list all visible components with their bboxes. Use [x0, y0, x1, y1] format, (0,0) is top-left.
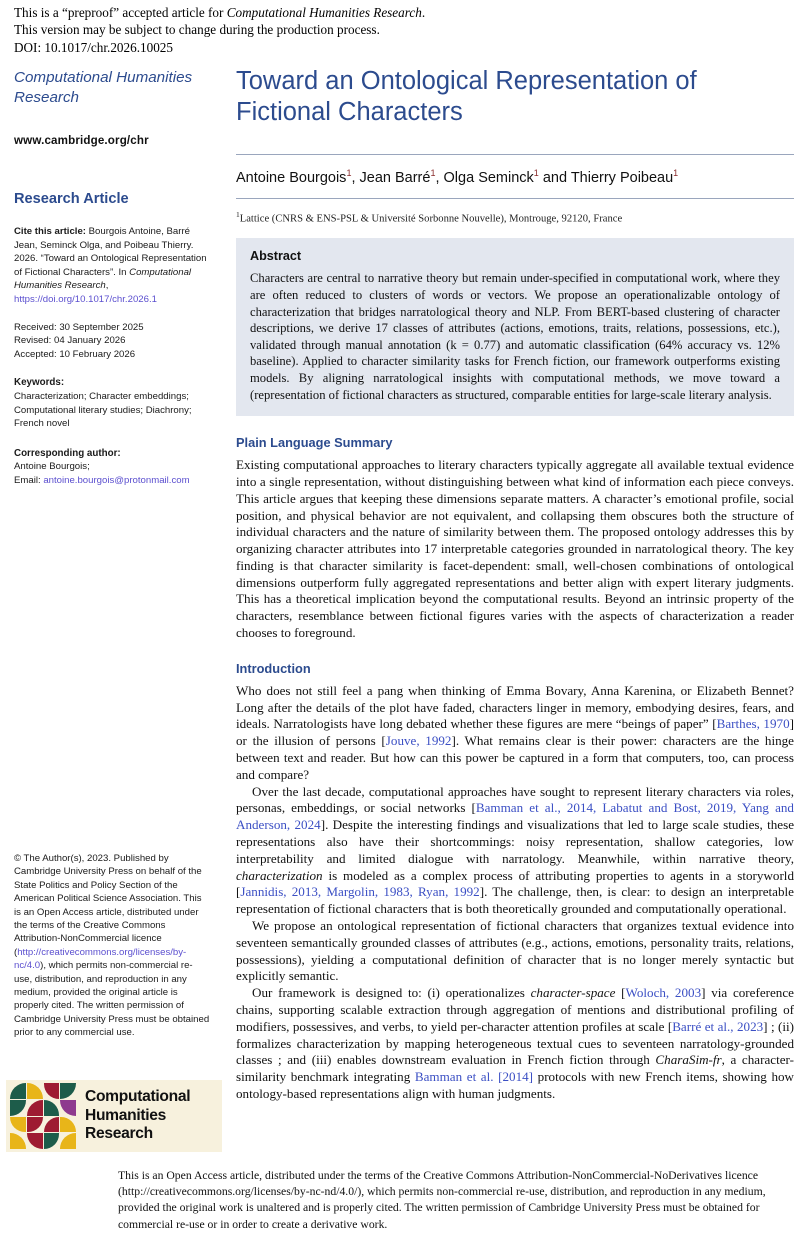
page-title: Toward an Ontological Representation of Fictional Characters	[236, 67, 697, 126]
corresponding-author-email[interactable]: antoine.bourgois@protonmail.com	[43, 474, 190, 486]
plain-language-heading: Plain Language Summary	[236, 435, 393, 451]
logo-pattern-cell	[10, 1133, 26, 1149]
corresponding-author-name: Antoine Bourgois;	[14, 461, 90, 473]
citation-bamman-2014[interactable]: Bamman et al. [2014]	[414, 1069, 534, 1085]
logo-pattern-cell	[27, 1133, 43, 1149]
cite-comma: ,	[105, 280, 109, 292]
intro-p4-text-a: Our framework is designed to: (i) operationalizes	[252, 985, 531, 1001]
main-column	[236, 66, 794, 1103]
abstract-heading: Abstract	[250, 249, 302, 264]
introduction-paragraph-4	[236, 985, 794, 1103]
cite-text: Bourgois Antoine, Barré Jean, Seminck Olga, and Poibeau Thierry. 2026. “Toward an Ontological Representation of Fictional Characters”. In	[14, 226, 207, 278]
intro-p2-text-b: ]. Despite the interesting findings and visualizations that led to large scale studies, these representations also have their shortcommings: noisy representation, shallow categories, low interpretability and limited dialogue with narratology. Meanwhile, within narrative theory,	[236, 817, 794, 866]
abstract-body: Characters are central to narrative theory but remain under-specified in computational work, where they are often reduced to clusters of words or vectors. We propose an operationalizable ontology of characterization that bridges narratological theory and NLP. From BERT-based clustering of character descriptions, we derive 17 classes of attributes (actions, emotions, traits, relations, possessions, etc.), validated through manual annotation (k = 0.77) and automatic classification (64% accuracy vs. 12% baseline). Applied to character similarity tasks for French fiction, our framework outperforms existing models. By aligning narratological insights with computational methods, we move toward a (representation of fictional characters as structured, comparable entities for large-scale literary analysis.	[250, 271, 780, 402]
author-name: Thierry Poibeau	[570, 169, 674, 186]
cite-container-title: Computational Humanities Research	[14, 266, 192, 292]
introduction-paragraph-2	[236, 784, 794, 918]
intro-p4-emphasis-1: character-space	[530, 985, 616, 1001]
author-name: Jean Barré	[359, 169, 431, 186]
citation-jouve-1992[interactable]: Jouve, 1992	[385, 733, 452, 749]
author-list	[236, 155, 794, 198]
affiliation	[236, 199, 794, 227]
keywords-heading: Keywords:	[14, 377, 65, 389]
logo-pattern-cell	[60, 1117, 76, 1133]
plain-language-body: Existing computational approaches to literary characters typically aggregate all available textual evidence into a single representation, without distinguishing between what kind of information each piece conveys. This article argues that keeping these dimensions separate matters. A character’s emotional profile, social position, and physical behavior are not equivalent, and collapsing them obscures both the structure of individual characters and the nature of similarity between them. The proposed ontology addresses this by organizing character attributes into 17 interpretable categories grounded in narratological theory. The key finding is that character similarity is facet-dependent: small, well-chosen combinations of ontological dimensions outperform fully aggregated representations and better align with expert literary judgments. This has a theoretical implication beyond the computational results. Beyond an intrinsic property of the characters, resemblance between fictional figures varies with the aspects of characterization a reader chooses to foreground.	[236, 457, 794, 641]
logo-pattern-cell	[44, 1133, 60, 1149]
author-separator: ,	[351, 169, 360, 186]
article-type-label: Research Article	[14, 191, 129, 207]
date-accepted: Accepted: 10 February 2026	[14, 348, 136, 360]
intro-p4-text-e: , a character-similarity benchmark integrating	[236, 1052, 794, 1085]
logo-pattern-cell	[27, 1117, 43, 1133]
copyright-text-after: ), which permits non-commercial re-use, distribution, and reproduction in any medium, provided the original article is properly cited. The written permission of Cambridge University Press must be obtained prior to any commercial use.	[14, 960, 210, 1039]
intro-p1-text-b: ] or the illusion of persons [	[236, 716, 794, 749]
preproof-journal-title: Computational Humanities Research	[226, 5, 422, 20]
journal-url[interactable]: www.cambridge.org/chr	[14, 134, 149, 147]
preproof-text-before: This is a “preproof” accepted article for	[14, 5, 227, 20]
logo-pattern-cell	[10, 1117, 26, 1133]
logo-line-1: Computational	[85, 1088, 191, 1106]
date-received: Received: 30 September 2025	[14, 321, 144, 333]
corresponding-author-heading: Corresponding author:	[14, 447, 121, 459]
introduction-paragraph-1	[236, 683, 794, 784]
publication-dates	[14, 321, 212, 362]
logo-pattern-cell	[60, 1133, 76, 1149]
introduction-heading: Introduction	[236, 660, 311, 676]
abstract-section	[236, 238, 794, 416]
logo-pattern-cell	[10, 1083, 26, 1099]
journal-logo	[6, 1080, 222, 1152]
date-revised: Revised: 04 January 2026	[14, 335, 126, 347]
copyright-notice	[14, 852, 210, 1040]
logo-pattern-cell	[44, 1117, 60, 1133]
corresponding-author-info	[14, 460, 212, 487]
intro-p1-text-c: ]. What remains clear is their power: characters are the hinge between text and reader. But how can this power be captured in a form that computers, too, can process and compare?	[236, 733, 794, 782]
keywords-list: Characterization; Character embeddings; Computational literary studies; Diachrony; French novel	[14, 390, 192, 430]
email-label: Email:	[14, 474, 44, 486]
author-separator: and	[538, 169, 571, 186]
footer-licence-notice: This is an Open Access article, distributed under the terms of the Creative Commons Attribution-NonCommercial-NoDerivatives licence (http://creativecommons.org/licenses/by-nc-nd/4.0/), which permits non-commercial re-use, distribution, and reproduction in any medium, provided the original work is unaltered and is properly cited. The written permission of Cambridge University Press must be obtained for commercial re-use or in order to create a derivative work.	[118, 1169, 766, 1231]
sidebar	[14, 68, 212, 488]
preproof-line-1	[14, 4, 786, 21]
intro-p4-text-d: ] ; (ii) formalizes characterization by mapping heterogeneous textual cues to seventeen narratology-grounded classes ; and (iii) enables downstream evaluation in French fiction through	[236, 1018, 795, 1068]
affiliation-marker: 1	[236, 209, 240, 219]
cite-this-article	[14, 225, 212, 307]
author-name: Antoine Bourgois	[236, 169, 347, 186]
author-name: Olga Seminck	[443, 169, 534, 186]
intro-p1-text-a: Who does not still feel a pang when thinking of Emma Bovary, Anna Karenina, or Elizabeth Bennet? Long after the details of the plot have faded, characters linger in memory, embodying desires, fears, and ideals. Narratologists have long debated whether these figures are mere “beings of paper” [	[236, 682, 794, 732]
citation-barthes-1970[interactable]: Barthes, 1970	[716, 716, 790, 732]
intro-p2-emphasis: characterization	[236, 867, 323, 883]
intro-p4-text-c: ] via coreference chains, supporting scalable extraction through aggregation of mentions and distributional profiling of modifiers, possessives, and verbs, to yield per-character attention profiles at scale [	[236, 985, 794, 1034]
logo-pattern-cell	[27, 1083, 43, 1099]
citation-barre-2023[interactable]: Barré et al., 2023	[672, 1018, 764, 1034]
citation-bamman-labatut-yang[interactable]: Bamman et al., 2014, Labatut and Bost, 2019, Yang and Anderson, 2024	[236, 800, 794, 833]
logo-pattern-cell	[27, 1100, 43, 1116]
author-affiliation-marker: 1	[673, 168, 679, 178]
logo-line-3: Research	[85, 1125, 153, 1143]
logo-pattern-icon	[10, 1083, 76, 1149]
cite-doi-link[interactable]: https://doi.org/10.1017/chr.2026.1	[14, 293, 157, 305]
intro-p2-text-a: Over the last decade, computational approaches have sought to represent literary characters via roles, personas, embeddings, or social networks [	[236, 783, 794, 816]
logo-pattern-cell	[60, 1100, 76, 1116]
logo-pattern-cell	[60, 1083, 76, 1099]
preproof-line-2: This version may be subject to change during the production process.	[14, 22, 380, 38]
logo-pattern-cell	[10, 1100, 26, 1116]
introduction-paragraph-3: We propose an ontological representation of fictional characters that organizes textual evidence into seventeen semantically grounded classes of attributes (e.g., actions, emotions, personality traits, relations, possessions), yielding a computational definition of character that is no longer merely syntactic but explicitly semantic.	[236, 918, 794, 984]
author-affiliation-marker: 1	[430, 168, 436, 178]
doi-line: DOI: 10.1017/chr.2026.10025	[14, 39, 173, 55]
intro-p4-text-b: [	[615, 985, 626, 1001]
preproof-text-after: .	[421, 5, 426, 20]
copyright-text-before: © The Author(s), 2023. Published by Cambridge University Press on behalf of the State Politics and Policy Section of the American Political Science Association. This is an Open Access article, distributed under the terms of the Creative Commons Attribution-NonCommercial licence (	[14, 853, 202, 958]
preproof-notice	[14, 4, 786, 56]
citation-jannidis-margolin-ryan[interactable]: Jannidis, 2013, Margolin, 1983, Ryan, 1992	[240, 884, 480, 900]
affiliation-text: Lattice (CNRS & ENS-PSL & Université Sorbonne Nouvelle), Montrouge, 92120, France	[239, 213, 623, 225]
intro-p2-text-d: ]. The challenge, then, is clear: to design an interpretable representation of fictional characters that is both theoretically grounded and computationally operational.	[236, 884, 794, 917]
journal-name: Computational Humanities Research	[14, 69, 193, 106]
author-affiliation-marker: 1	[533, 168, 539, 178]
cite-label: Cite this article:	[14, 226, 86, 237]
logo-pattern-cell	[44, 1083, 60, 1099]
citation-woloch-2003[interactable]: Woloch, 2003	[625, 985, 702, 1001]
copyright-licence-link[interactable]: http://creativecommons.org/licenses/by-nc/4.0	[14, 946, 187, 972]
logo-line-2: Humanities	[85, 1106, 167, 1124]
intro-p4-text-f: protocols with new French items, showing how ontology-based representations align with human judgments.	[236, 1069, 794, 1101]
intro-p4-emphasis-2: CharaSim-fr	[655, 1052, 722, 1068]
logo-text	[85, 1088, 190, 1144]
logo-pattern-cell	[44, 1100, 60, 1116]
author-affiliation-marker: 1	[346, 168, 352, 178]
intro-p2-text-c: is modeled as a complex process of attributing properties to agents in a storyworld [	[236, 867, 794, 900]
author-separator: ,	[435, 169, 444, 186]
corresponding-author-email-row	[14, 474, 212, 488]
